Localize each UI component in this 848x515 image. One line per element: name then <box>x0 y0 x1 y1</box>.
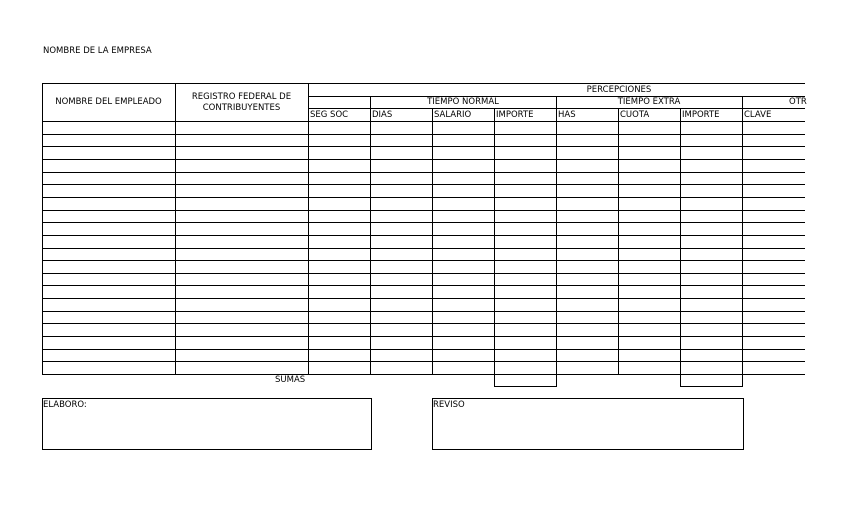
table-row[interactable] <box>42 172 805 173</box>
subheader-importe: IMPORTE <box>496 110 534 120</box>
table-row[interactable] <box>42 298 805 299</box>
table-row[interactable] <box>42 197 805 198</box>
table-row[interactable] <box>42 248 805 249</box>
subheader-has: HAS <box>558 110 576 120</box>
table-row[interactable] <box>42 210 805 211</box>
table-row[interactable] <box>42 134 805 135</box>
header-percepciones: PERCEPCIONES <box>586 85 652 95</box>
header-line-2 <box>309 108 805 109</box>
table-row[interactable] <box>42 260 805 261</box>
table-row[interactable] <box>42 285 805 286</box>
company-name-label: NOMBRE DE LA EMPRESA <box>43 46 152 56</box>
header-tiempo-extra: TIEMPO EXTRA <box>617 97 681 107</box>
subheader-cuota: CUOTA <box>620 110 650 120</box>
subheader-dias: DIAS <box>372 110 393 120</box>
col-line-cuota <box>618 108 619 374</box>
table-row[interactable] <box>42 323 805 324</box>
header-otros: OTR <box>789 97 807 107</box>
elaboro-box[interactable] <box>42 398 372 450</box>
subheader-importe-extra: IMPORTE <box>682 110 720 120</box>
sumas-importe-extra-bottom <box>680 386 743 387</box>
table-row[interactable] <box>42 159 805 160</box>
col-line-has <box>556 96 557 387</box>
header-bottom <box>42 121 805 122</box>
header-rfc: REGISTRO FEDERAL DE CONTRIBUYENTES <box>191 92 292 113</box>
table-row[interactable] <box>42 146 805 147</box>
col-line-segsoc <box>308 83 309 374</box>
table-row[interactable] <box>42 361 805 362</box>
table-top-border <box>42 83 805 84</box>
table-row[interactable] <box>42 222 805 223</box>
table-row[interactable] <box>42 349 805 350</box>
sumas-importe-bottom <box>494 386 557 387</box>
table-row[interactable] <box>42 311 805 312</box>
header-employee: NOMBRE DEL EMPLEADO <box>55 97 162 107</box>
table-row[interactable] <box>42 235 805 236</box>
col-line-left <box>42 83 43 374</box>
elaboro-label: ELABORO: <box>43 400 87 410</box>
table-row[interactable] <box>42 336 805 337</box>
header-tiempo-normal: TIEMPO NORMAL <box>427 97 499 107</box>
table-row[interactable] <box>42 374 805 375</box>
col-line-salario <box>432 108 433 374</box>
table-row[interactable] <box>42 273 805 274</box>
reviso-box[interactable] <box>432 398 744 450</box>
table-row[interactable] <box>42 184 805 185</box>
subheader-seg-soc: SEG SOC <box>310 110 349 120</box>
reviso-label: REVISO <box>433 400 465 410</box>
subheader-clave: CLAVE <box>744 110 772 120</box>
sumas-label: SUMAS <box>275 375 306 385</box>
col-line-rfc <box>175 83 176 374</box>
subheader-salario: SALARIO <box>434 110 472 120</box>
col-line-clave <box>742 96 743 387</box>
